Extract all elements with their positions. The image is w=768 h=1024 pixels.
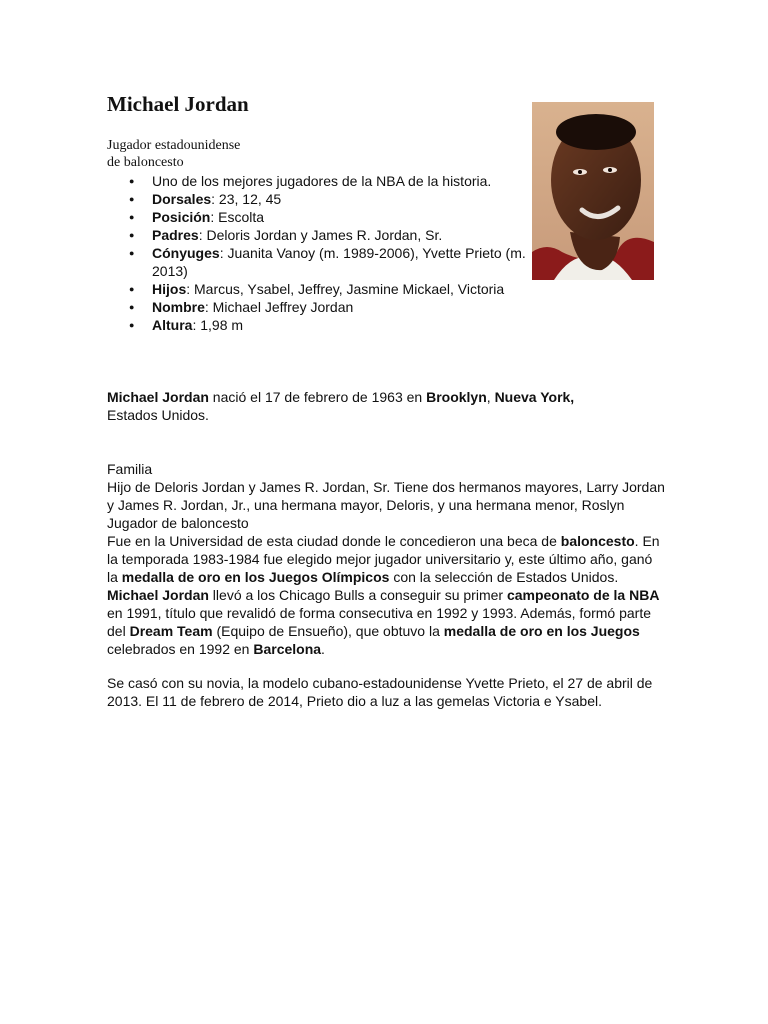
fact-value: : Michael Jeffrey Jordan [204,299,354,315]
fact-label: Hijos [152,281,187,297]
birth-state: Nueva York, [494,389,575,405]
fact-value: : Juanita Vanoy (m. 1989-2006), Yvette Prieto (m. 2013) [152,245,526,279]
fact-label: Padres [152,227,199,243]
career-bold: Michael Jordan [107,587,209,603]
birth-text: Estados Unidos. [107,407,209,423]
career-text: Fue en la Universidad de esta ciudad donde le concedieron una beca de [107,533,561,549]
career-bold: Dream Team [129,623,213,639]
familia-heading: Familia [107,461,153,477]
career-bold: medalla de oro en los Juegos [443,623,640,639]
fact-value: : Escolta [210,209,265,225]
subtitle-line: Jugador estadounidense [107,138,241,153]
fact-label: Altura [152,317,193,333]
list-item [152,172,562,190]
fact-label: Cónyuges [152,245,220,261]
list-item [152,190,562,208]
career-bold: baloncesto [560,533,635,549]
facts-list [107,172,562,334]
career-text: . [321,641,325,657]
birth-text: nació el 17 de febrero de 1963 en [208,389,427,405]
marriage-paragraph: Se casó con su novia, la modelo cubano-estadounidense Yvette Prieto, el 27 de abril de 2013. El 11 de febrero de 2014, Prieto dio a luz a las gemelas Victoria e Ysabel. [107,675,653,709]
career-text: (Equipo de Ensueño), que obtuvo la [212,623,444,639]
career-text: . En la temporada 1983-1984 fue elegido mejor jugador universitario y, este último año, ganó la [107,533,660,585]
career-heading: Jugador de baloncesto [107,515,249,531]
career-bold: campeonato de la NBA [506,587,660,603]
fact-value: : 1,98 m [192,317,244,333]
career-text: celebrados en 1992 en [107,641,254,657]
fact-label: Nombre [152,299,205,315]
career-text: en 1991, título que revalidó de forma consecutiva en 1992 y 1993. Además, formó parte del [107,605,652,639]
biography-section [107,460,667,710]
list-item [152,316,562,334]
career-bold: Barcelona [253,641,322,657]
list-item [152,208,562,226]
fact-label: Posición [152,209,211,225]
birth-name: Michael Jordan [107,389,209,405]
list-item [152,280,562,298]
fact-value: : Marcus, Ysabel, Jeffrey, Jasmine Mickael, Victoria [186,281,505,297]
familia-text: Hijo de Deloris Jordan y James R. Jordan, Sr. Tiene dos hermanos mayores, Larry Jordan y James R. Jordan, Jr., una hermana mayor, Deloris, y una hermana menor, Roslyn [107,479,665,513]
fact-value: : Deloris Jordan y James R. Jordan, Sr. [198,227,443,243]
subtitle-line: de baloncesto [107,155,184,170]
birth-text: , [486,389,495,405]
list-item [152,226,562,244]
birth-city: Brooklyn [426,389,487,405]
subtitle [107,137,277,171]
birth-paragraph [107,388,587,424]
career-bold: medalla de oro en los Juegos Olímpicos [121,569,390,585]
career-text: llevó a los Chicago Bulls a conseguir su primer [208,587,507,603]
fact-label: Dorsales [152,191,212,207]
career-text: con la selección de Estados Unidos. [389,569,619,585]
list-item [152,244,562,280]
fact-value: : 23, 12, 45 [211,191,282,207]
list-item [152,298,562,316]
paragraph-gap [107,658,667,674]
page-title: Michael Jordan [107,92,249,116]
career-paragraph [107,532,667,658]
fact-text: Uno de los mejores jugadores de la NBA de la historia. [152,173,492,189]
